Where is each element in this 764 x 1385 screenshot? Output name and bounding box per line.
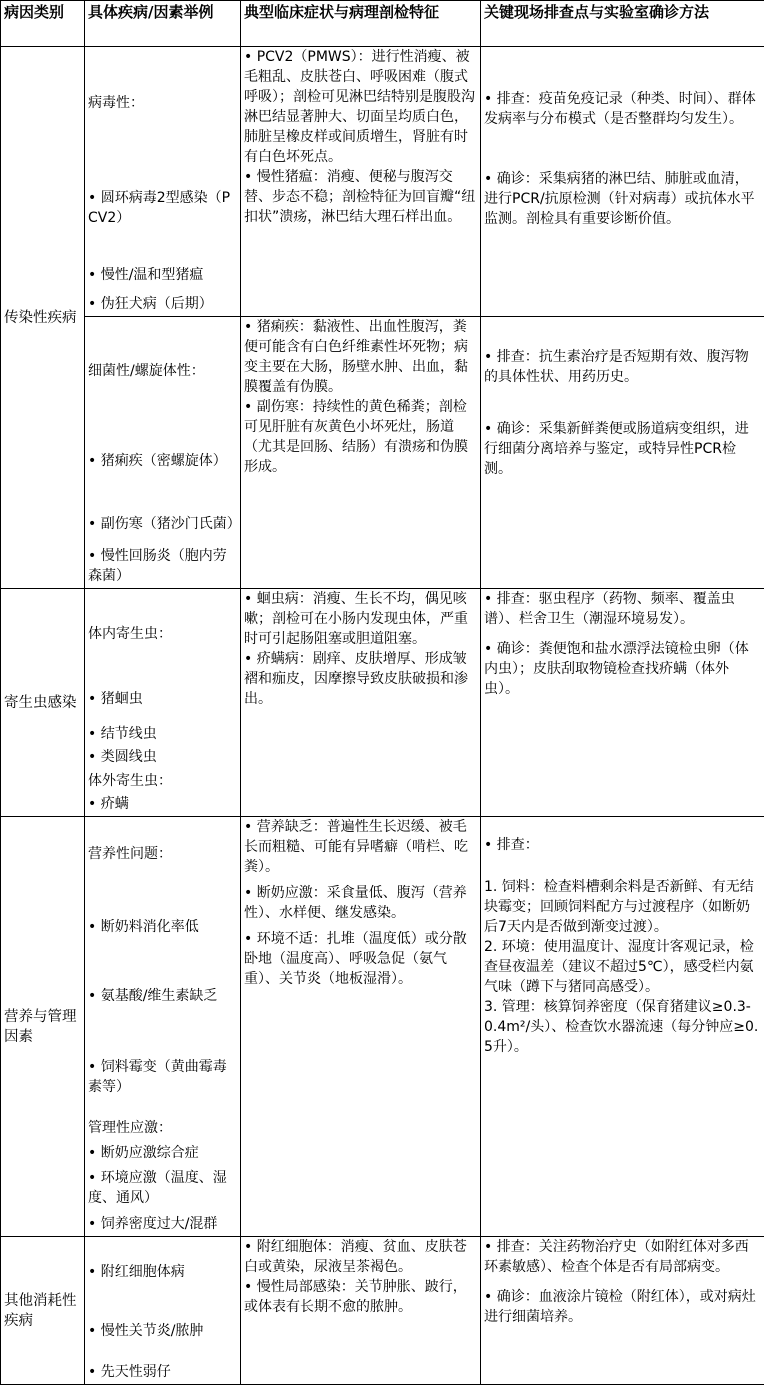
check-text: • 排查：关注药物治疗史（如附红体对多西环素敏感）、检查个体是否有局部病变。 xyxy=(484,1237,762,1277)
example-group-title: 体外寄生虫： xyxy=(88,771,238,791)
example-item: • 环境应激（温度、湿度、通风） xyxy=(88,1168,238,1208)
example-item: • 附红细胞体病 xyxy=(88,1262,238,1282)
example-item: • 饲养密度过大/混群 xyxy=(88,1214,238,1234)
check-text: • 排查：驱虫程序（药物、频率、覆盖虫谱）、栏舍卫生（潮湿环境易发）。 xyxy=(484,589,762,629)
symptom-text: • 副伤寒：持续性的黄色稀粪；剖检可见肝脏有灰黄色小坏死灶，肠道（尤其是回肠、结肠）有溃疡和伪膜形成。 xyxy=(244,397,478,477)
example-group-title: 体内寄生虫： xyxy=(88,624,238,644)
table-row xyxy=(1,817,764,1237)
symptom-text: • 营养缺乏：普遍性生长迟缓、被毛长而粗糙、可能有异嗜癖（啃栏、吃粪）。 xyxy=(244,817,478,877)
table-row xyxy=(1,589,764,817)
example-item: • 副伤寒（猪沙门氏菌） xyxy=(88,514,238,534)
category-cell: 传染性疾病 xyxy=(1,47,85,589)
category-cell: 寄生虫感染 xyxy=(1,589,85,817)
example-item: • 断奶应激综合症 xyxy=(88,1143,238,1163)
check-text: • 排查：抗生素治疗是否短期有效、腹泻物的具体性状、用药历史。 xyxy=(484,347,762,387)
symptoms-cell xyxy=(241,1237,481,1385)
header-category: 病因类别 xyxy=(1,1,85,47)
example-group-title: 细菌性/螺旋体性： xyxy=(88,361,238,381)
symptom-text: • 慢性猪瘟：消瘦、便秘与腹泻交替、步态不稳；剖检特征为回盲瓣“纽扣状”溃疡，淋巴结大理石样出血。 xyxy=(244,167,478,227)
symptoms-cell xyxy=(241,317,481,589)
example-item: • 氨基酸/维生素缺乏 xyxy=(88,986,238,1006)
example-item: • 慢性关节炎/脓肿 xyxy=(88,1321,238,1341)
check-text: 1. 饲料：检查料槽剩余料是否新鲜、有无结块霉变；回顾饲料配方与过渡程序（如断奶后7天内是否做到渐变过渡）。 xyxy=(484,877,762,937)
example-group-title: 管理性应激： xyxy=(88,1118,238,1138)
header-row xyxy=(1,1,764,47)
example-item: • 疥螨 xyxy=(88,794,238,814)
symptom-text: • 猪痢疾：黏液性、出血性腹泻，粪便可能含有白色纤维素性坏死物；病变主要在大肠，肠壁水肿、出血，黏膜覆盖有伪膜。 xyxy=(244,317,478,397)
example-item: • 结节线虫 xyxy=(88,724,238,744)
symptom-text: • 附红细胞体：消瘦、贫血、皮肤苍白或黄染，尿液呈茶褐色。 xyxy=(244,1237,478,1277)
example-item: • 慢性回肠炎（胞内劳森菌） xyxy=(88,546,238,586)
examples-cell xyxy=(85,589,241,817)
table-row xyxy=(1,47,764,317)
header-examples: 具体疾病/因素举例 xyxy=(85,1,241,47)
check-text: • 确诊：粪便饱和盐水漂浮法镜检虫卵（体内虫）；皮肤刮取物镜检查找疥螨（体外虫）。 xyxy=(484,639,762,699)
examples-cell xyxy=(85,817,241,1237)
example-item: • 饲料霉变（黄曲霉毒素等） xyxy=(88,1057,238,1097)
symptom-text: • 环境不适：扎堆（温度低）或分散卧地（温度高）、呼吸急促（氨气重）、关节炎（地板湿滑）。 xyxy=(244,929,478,989)
example-item: • 类圆线虫 xyxy=(88,747,238,767)
symptom-text: • 慢性局部感染：关节肿胀、跛行，或体表有长期不愈的脓肿。 xyxy=(244,1277,478,1317)
examples-cell xyxy=(85,1237,241,1385)
symptom-text: • 断奶应激：采食量低、腹泻（营养性）、水样便、继发感染。 xyxy=(244,883,478,923)
header-checks: 关键现场排查点与实验室确诊方法 xyxy=(481,1,764,47)
header-symptoms: 典型临床症状与病理剖检特征 xyxy=(241,1,481,47)
example-item: • 猪蛔虫 xyxy=(88,689,238,709)
symptoms-cell xyxy=(241,817,481,1237)
check-text: • 确诊：采集病猪的淋巴结、肺脏或血清，进行PCR/抗原检测（针对病毒）或抗体水平监测。剖检具有重要诊断价值。 xyxy=(484,169,762,229)
category-cell: 其他消耗性疾病 xyxy=(1,1237,85,1385)
example-item: • 圆环病毒2型感染（PCV2） xyxy=(88,188,238,228)
checks-cell xyxy=(481,589,764,817)
example-item: • 先天性弱仔 xyxy=(88,1362,238,1382)
examples-cell xyxy=(85,317,241,589)
example-item: • 慢性/温和型猪瘟 xyxy=(88,265,238,285)
example-item: • 断奶料消化率低 xyxy=(88,917,238,937)
examples-cell xyxy=(85,47,241,317)
symptom-text: • PCV2（PMWS）：进行性消瘦、被毛粗乱、皮肤苍白、呼吸困难（腹式呼吸）；剖检可见淋巴结特别是腹股沟淋巴结显著肿大、切面呈均质白色，肺脏呈橡皮样或间质增生，肾脏有时有白色坏死点。 xyxy=(244,47,478,167)
example-item: • 猪痢疾（密螺旋体） xyxy=(88,451,238,471)
example-item: • 伪狂犬病（后期） xyxy=(88,294,238,314)
symptom-text: • 蛔虫病：消瘦、生长不均，偶见咳嗽；剖检可在小肠内发现虫体，严重时可引起肠阻塞或胆道阻塞。 xyxy=(244,589,478,649)
table-row xyxy=(1,317,764,589)
symptom-text: • 疥螨病：剧痒、皮肤增厚、形成皱褶和痂皮，因摩擦导致皮肤破损和渗出。 xyxy=(244,649,478,709)
check-text: • 确诊：血液涂片镜检（附红体），或对病灶进行细菌培养。 xyxy=(484,1287,762,1327)
check-text: • 排查： xyxy=(484,835,762,855)
example-group-title: 营养性问题： xyxy=(88,844,238,864)
checks-cell xyxy=(481,1237,764,1385)
check-text: 2. 环境：使用温度计、湿度计客观记录，检查昼夜温差（建议不超过5℃），感受栏内氨气味（蹲下与猪同高感受）。 xyxy=(484,937,762,997)
checks-cell xyxy=(481,47,764,317)
example-group-title: 病毒性： xyxy=(88,93,238,113)
check-text: • 确诊：采集新鲜粪便或肠道病变组织，进行细菌分离培养与鉴定，或特异性PCR检测。 xyxy=(484,419,762,479)
symptoms-cell xyxy=(241,589,481,817)
table-row xyxy=(1,1237,764,1385)
checks-cell xyxy=(481,317,764,589)
checks-cell xyxy=(481,817,764,1237)
check-text: 3. 管理：核算饲养密度（保育猪建议≥0.3-0.4m²/头）、检查饮水器流速（每分钟应≥0.5升）。 xyxy=(484,997,762,1057)
check-text: • 排查：疫苗免疫记录（种类、时间）、群体发病率与分布模式（是否整群均匀发生）。 xyxy=(484,89,762,129)
category-cell: 营养与管理因素 xyxy=(1,817,85,1237)
symptoms-cell xyxy=(241,47,481,317)
